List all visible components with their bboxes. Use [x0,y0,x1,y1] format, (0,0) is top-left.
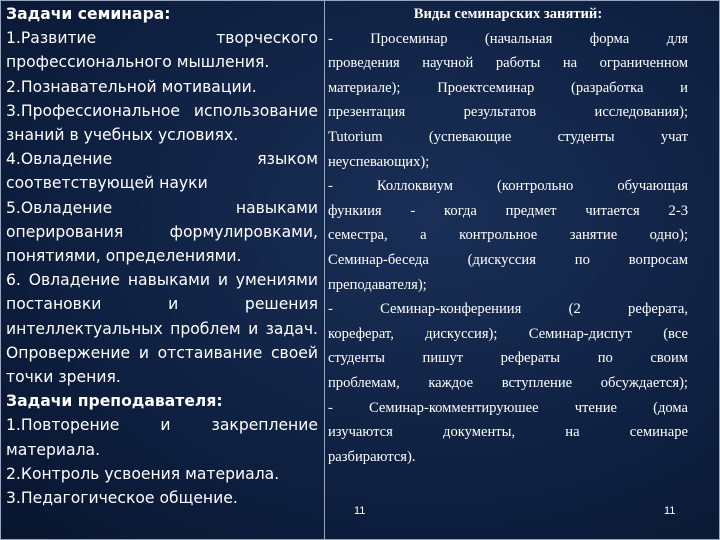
seminar-task-line: 2.Познавательной мотивации. [6,77,257,96]
seminar-task-line: 1.Развитие творческого [6,29,318,48]
seminar-type-line: - Коллоквиум (контрольно обучающая [328,178,688,195]
seminar-type-line: изучаются документы, на семинаре [328,424,688,441]
seminar-tasks-column [6,2,318,510]
seminar-type-line: кореферат, дискуссия); Семинар-диспут (все [328,325,688,342]
teacher-task-line: 3.Педагогическое общение. [6,489,238,508]
column-divider [324,0,325,540]
seminar-task-line: 6. Овладение навыками и умениями [6,271,318,290]
seminar-task-line: постановки и решения [6,295,318,314]
teacher-task-line: 2.Контроль усвоения материала. [6,464,280,483]
seminar-task-line: интеллектуальных проблем и задач. [6,319,318,338]
seminar-type-line: разбираются). [328,448,416,465]
seminar-type-line: презентация результатов исследования); [328,104,688,121]
teacher-tasks-title: Задачи преподавателя: [6,392,223,411]
seminar-task-line: понятиями, определениями. [6,247,242,266]
seminar-task-line: точки зрения. [6,368,121,387]
seminar-type-line: - Семинар-конферениия (2 реферата, [328,301,688,318]
page-number: 11 [354,505,366,517]
seminar-type-line: Tutorium (успевающие студенты учат [328,128,688,145]
seminar-type-line: материале); Проектсеминар (разработка и [328,79,688,96]
seminar-type-line: неуспевающих); [328,153,430,170]
teacher-task-line: материала. [6,440,101,459]
seminar-type-line: Семинар-беседа (дискуссия по вопросам [328,251,688,268]
seminar-task-line: Опровержение и отстаивание своей [6,343,318,362]
seminar-type-line: - Просеминар (начальная форма для [328,30,688,47]
seminar-type-line: проблемам, каждое вступление обсуждается); [328,374,688,391]
page-number: 11 [664,505,676,517]
seminar-tasks-title: Задачи семинара: [6,5,171,23]
teacher-task-line: 1.Повторение и закрепление [6,416,318,435]
seminar-type-line: студенты пишут рефераты по своим [328,350,688,367]
seminar-type-line: проведения научной работы на ограниченном [328,55,688,72]
seminar-task-line: 3.Профессиональное использование [6,101,318,120]
seminar-task-line: знаний в учебных условиях. [6,126,239,145]
seminar-type-line: функиия - когда предмет читается 2-3 [328,202,688,219]
seminar-type-line: преподавателя); [328,276,427,293]
seminar-task-line: соответствующей науки [6,174,208,193]
seminar-type-line: - Семинар-комментируюшее чтение (дома [328,399,688,416]
seminar-types-title: Виды семинарских занятий: [413,6,603,22]
seminar-task-line: 4.Овладение языком [6,150,318,169]
seminar-task-line: 5.Овладение навыками [6,198,318,217]
seminar-type-line: семестра, а контрольное занятие одно); [328,227,688,244]
seminar-task-line: оперирования формулировками, [6,222,318,241]
seminar-task-line: профессионального мышления. [6,53,270,72]
seminar-types-column [328,2,688,469]
